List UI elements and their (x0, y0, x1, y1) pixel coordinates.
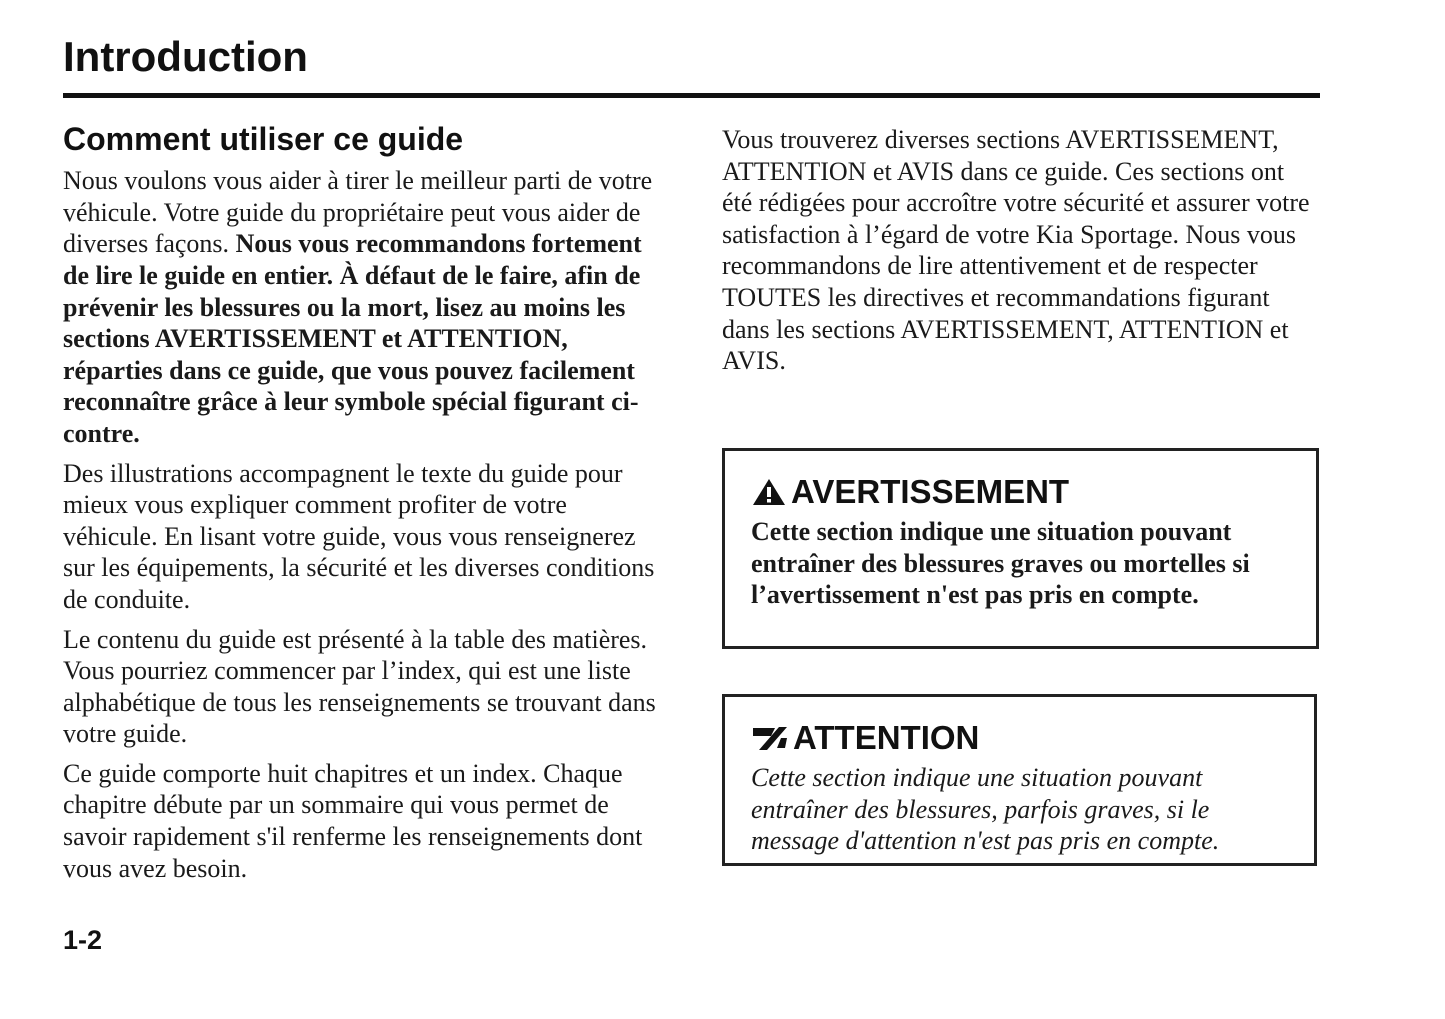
intro-paragraph (63, 165, 663, 449)
left-column (63, 122, 663, 892)
intro-bold-text: Nous vous recommandons fortement de lire le guide en entier. À défaut de le faire, afin de prévenir les blessures ou la mort, lisez au moins les sections AVERTISSEMENT et ATTENTION, réparties dans ce guide, que vous pouvez facilement reconnaître grâce à leur symbole spécial figurant ci-contre. (63, 229, 642, 448)
warning-title-text: AVERTISSEMENT (791, 473, 1070, 510)
intro-text: Nous voulons vous aider à tirer le meilleur parti de votre véhicule. Votre guide du propriétaire peut vous aider de diverses façons. (63, 166, 653, 259)
sections-paragraph: Vous trouverez diverses sections AVERTISSEMENT, ATTENTION et AVIS dans ce guide. Ces sections ont été rédigées pour accroître votre sécurité et assurer votre satisfaction à l’égard de votre Kia Sportage. Nous vous recommandons de lire attentivement et de respecter TOUTES les directives et recommandations figurant dans les sections AVERTISSEMENT, ATTENTION et AVIS. (722, 125, 1310, 376)
caution-slash-icon (751, 724, 789, 752)
header-rule (63, 93, 1320, 98)
caution-title-text: ATTENTION (793, 719, 980, 756)
illustrations-paragraph: Des illustrations accompagnent le texte du guide pour mieux vous expliquer comment profiter de votre véhicule. En lisant votre guide, vous vous renseignerez sur les équipements, la sécurité et les diverses conditions de conduite. (63, 458, 655, 614)
section-heading: Comment utiliser ce guide (63, 121, 464, 157)
warning-box (722, 448, 1319, 649)
caution-text: Cette section indique une situation pouvant entraîner des blessures, parfois graves, si le message d'attention n'est pas pris en compte. (751, 763, 1220, 856)
caution-title (751, 721, 1288, 754)
page-number: 1-2 (63, 925, 103, 955)
warning-triangle-icon (751, 477, 787, 507)
right-column (722, 124, 1320, 385)
contents-paragraph: Le contenu du guide est présenté à la table des matières. Vous pourriez commencer par l’index, qui est une liste alphabétique de tous les renseignements se trouvant dans votre guide. (63, 624, 656, 749)
chapter-title: Introduction (63, 33, 308, 80)
warning-text: Cette section indique une situation pouvant entraîner des blessures graves ou mortelles si l’avertissement n'est pas pris en compte. (751, 517, 1250, 610)
caution-box (722, 694, 1317, 866)
warning-title (751, 475, 1290, 508)
chapters-paragraph: Ce guide comporte huit chapitres et un index. Chaque chapitre débute par un sommaire qui vous permet de savoir rapidement s'il renferme les renseignements dont vous avez besoin. (63, 758, 643, 883)
